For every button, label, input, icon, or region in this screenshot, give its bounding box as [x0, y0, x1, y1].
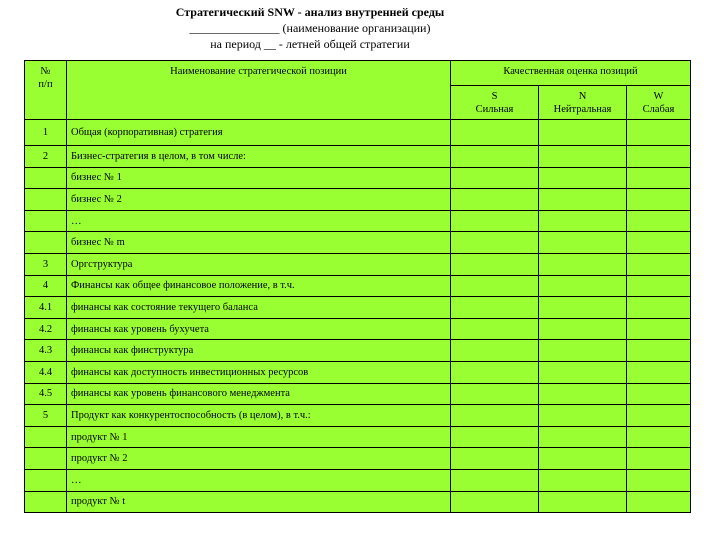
table-row: [25, 167, 691, 189]
rating-cell-neutral[interactable]: [539, 491, 627, 513]
rating-cell-weak[interactable]: [627, 318, 691, 340]
rating-cell-strong[interactable]: [451, 340, 539, 362]
rating-cell-strong[interactable]: [451, 275, 539, 297]
rating-cell-weak[interactable]: [627, 361, 691, 383]
rating-cell-weak[interactable]: [627, 167, 691, 189]
rating-cell-neutral[interactable]: [539, 232, 627, 254]
rating-cell-neutral[interactable]: [539, 383, 627, 405]
row-number: 4.5: [25, 383, 67, 405]
header-neutral: N Нейтральная: [539, 86, 627, 120]
rating-cell-strong[interactable]: [451, 232, 539, 254]
rating-cell-strong[interactable]: [451, 383, 539, 405]
rating-cell-weak[interactable]: [627, 232, 691, 254]
table-row: [25, 448, 691, 470]
table-row: [25, 232, 691, 254]
rating-cell-neutral[interactable]: [539, 210, 627, 232]
rating-cell-neutral[interactable]: [539, 120, 627, 146]
rating-cell-strong[interactable]: [451, 318, 539, 340]
header-weak: W Слабая: [627, 86, 691, 120]
row-position-name: финансы как уровень бухучета: [67, 318, 451, 340]
rating-cell-weak[interactable]: [627, 469, 691, 491]
row-position-name: финансы как финструктура: [67, 340, 451, 362]
row-number: 4: [25, 275, 67, 297]
rating-cell-strong[interactable]: [451, 167, 539, 189]
header-num: № п/п: [25, 61, 67, 120]
rating-cell-neutral[interactable]: [539, 340, 627, 362]
rating-cell-strong[interactable]: [451, 469, 539, 491]
rating-cell-neutral[interactable]: [539, 275, 627, 297]
rating-cell-neutral[interactable]: [539, 253, 627, 275]
row-position-name: продукт № 2: [67, 448, 451, 470]
rating-cell-weak[interactable]: [627, 491, 691, 513]
rating-cell-strong[interactable]: [451, 297, 539, 319]
row-number: [25, 232, 67, 254]
rating-cell-weak[interactable]: [627, 146, 691, 168]
rating-cell-strong[interactable]: [451, 120, 539, 146]
rating-cell-strong[interactable]: [451, 146, 539, 168]
row-position-name: Бизнес-стратегия в целом, в том числе:: [67, 146, 451, 168]
row-number: 2: [25, 146, 67, 168]
row-position-name: финансы как состояние текущего баланса: [67, 297, 451, 319]
row-number: [25, 491, 67, 513]
table-row: [25, 405, 691, 427]
row-position-name: Финансы как общее финансовое положение, в т.ч.: [67, 275, 451, 297]
rating-cell-neutral[interactable]: [539, 405, 627, 427]
snw-table: [24, 60, 691, 513]
rating-cell-weak[interactable]: [627, 383, 691, 405]
rating-cell-strong[interactable]: [451, 253, 539, 275]
table-row: [25, 491, 691, 513]
rating-cell-neutral[interactable]: [539, 189, 627, 211]
table-row: [25, 297, 691, 319]
title-line-1: Стратегический SNW - анализ внутренней среды: [175, 5, 445, 19]
row-position-name: финансы как уровень финансового менеджмента: [67, 383, 451, 405]
rating-cell-weak[interactable]: [627, 405, 691, 427]
rating-cell-weak[interactable]: [627, 210, 691, 232]
rating-cell-neutral[interactable]: [539, 361, 627, 383]
rating-cell-neutral[interactable]: [539, 297, 627, 319]
row-position-name: продукт № 1: [67, 426, 451, 448]
table-row: [25, 383, 691, 405]
table-row: [25, 210, 691, 232]
table-row: [25, 275, 691, 297]
row-number: 4.1: [25, 297, 67, 319]
header-strong: S Сильная: [451, 86, 539, 120]
document-title: [0, 4, 620, 52]
rating-cell-strong[interactable]: [451, 405, 539, 427]
row-number: [25, 448, 67, 470]
row-number: 4.4: [25, 361, 67, 383]
row-position-name: бизнес № m: [67, 232, 451, 254]
rating-cell-weak[interactable]: [627, 275, 691, 297]
title-line-3: на период __ - летней общей стратегии: [210, 37, 410, 51]
rating-cell-neutral[interactable]: [539, 167, 627, 189]
table-row: [25, 340, 691, 362]
rating-cell-weak[interactable]: [627, 448, 691, 470]
row-number: [25, 426, 67, 448]
rating-cell-strong[interactable]: [451, 491, 539, 513]
row-number: 5: [25, 405, 67, 427]
row-position-name: Продукт как конкурентоспособность (в целом), в т.ч.:: [67, 405, 451, 427]
row-position-name: бизнес № 2: [67, 189, 451, 211]
rating-cell-strong[interactable]: [451, 361, 539, 383]
rating-cell-weak[interactable]: [627, 253, 691, 275]
table-row: [25, 318, 691, 340]
row-position-name: …: [67, 210, 451, 232]
row-number: [25, 210, 67, 232]
rating-cell-weak[interactable]: [627, 340, 691, 362]
table-row: [25, 146, 691, 168]
header-position: Наименование стратегической позиции: [67, 61, 451, 120]
rating-cell-neutral[interactable]: [539, 318, 627, 340]
row-number: [25, 189, 67, 211]
row-number: 4.3: [25, 340, 67, 362]
row-number: [25, 167, 67, 189]
row-position-name: Оргструктура: [67, 253, 451, 275]
header-assessment: Качественная оценка позиций: [451, 61, 691, 86]
rating-cell-weak[interactable]: [627, 426, 691, 448]
rating-cell-weak[interactable]: [627, 297, 691, 319]
table-body: [25, 120, 691, 513]
rating-cell-weak[interactable]: [627, 189, 691, 211]
table-row: [25, 253, 691, 275]
rating-cell-neutral[interactable]: [539, 448, 627, 470]
rating-cell-strong[interactable]: [451, 189, 539, 211]
row-number: 1: [25, 120, 67, 146]
table-row: [25, 189, 691, 211]
rating-cell-neutral[interactable]: [539, 469, 627, 491]
table-row: [25, 426, 691, 448]
row-number: [25, 469, 67, 491]
row-number: 4.2: [25, 318, 67, 340]
rating-cell-strong[interactable]: [451, 426, 539, 448]
rating-cell-neutral[interactable]: [539, 146, 627, 168]
table-row: [25, 361, 691, 383]
row-number: 3: [25, 253, 67, 275]
row-position-name: финансы как доступность инвестиционных ресурсов: [67, 361, 451, 383]
row-position-name: Общая (корпоративная) стратегия: [67, 120, 451, 146]
rating-cell-neutral[interactable]: [539, 426, 627, 448]
rating-cell-weak[interactable]: [627, 120, 691, 146]
rating-cell-strong[interactable]: [451, 210, 539, 232]
rating-cell-strong[interactable]: [451, 448, 539, 470]
table-row: [25, 120, 691, 146]
title-line-2: _______________ (наименование организации): [189, 21, 431, 35]
row-position-name: бизнес № 1: [67, 167, 451, 189]
table-row: [25, 469, 691, 491]
row-position-name: продукт № t: [67, 491, 451, 513]
row-position-name: …: [67, 469, 451, 491]
